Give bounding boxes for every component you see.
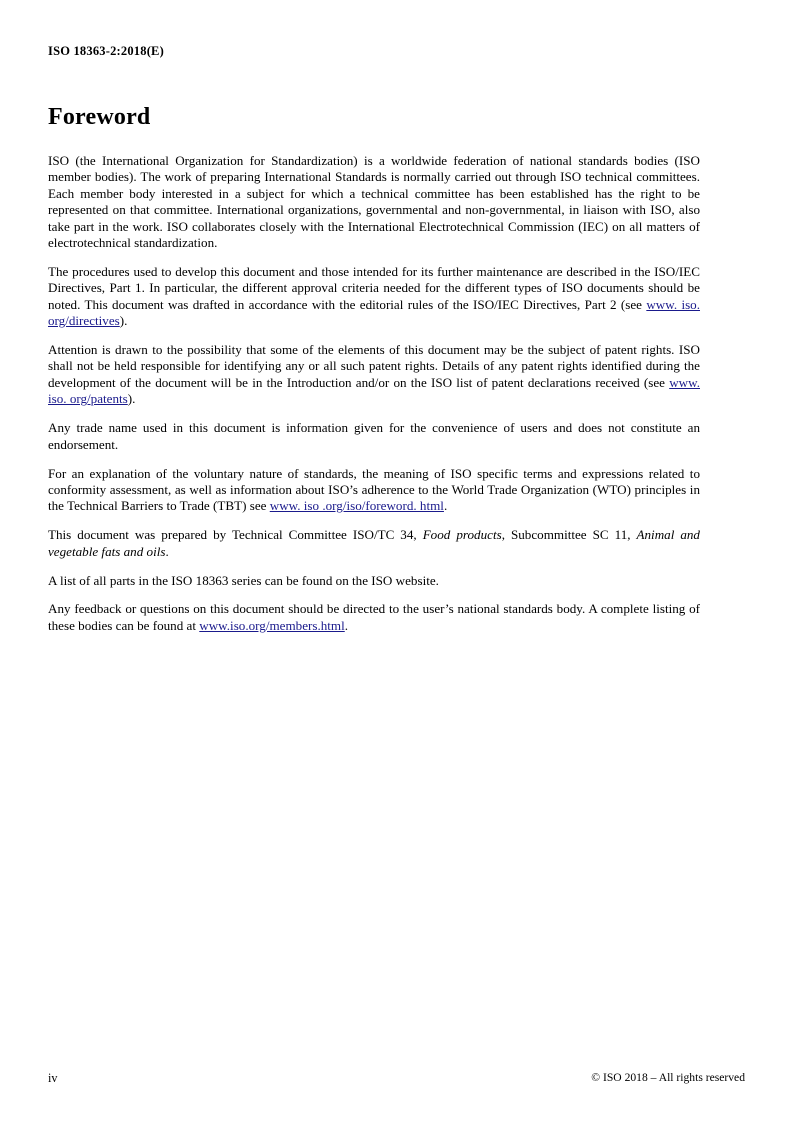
document-header-id: ISO 18363-2:2018(E) [48, 44, 164, 58]
paragraph-8-text-after: . [344, 617, 349, 633]
paragraph-5-text-after: . [443, 498, 448, 514]
paragraph-3-text-after: ). [127, 391, 136, 407]
paragraph-7: A list of all parts in the ISO 18363 series can be found on the ISO website. [48, 572, 439, 588]
paragraph-3 [48, 342, 700, 408]
document-body [48, 104, 700, 634]
paragraph-2-text-before: The procedures used to develop this document and those intended for its further maintenance are described in the ISO/IEC Directives, Part 1. In particular, the different approval criteria needed for the different types of ISO documents should be noted. This document was drafted in accordance with the editorial rules of the ISO/IEC Directives, Part 2 (see [48, 263, 700, 312]
subcommittee-title-fats-and-oils: Animal and vegetable fats and oils [48, 527, 700, 559]
paragraph-6-text-before: This document was prepared by Technical Committee ISO/TC 34, [48, 527, 423, 543]
committee-title-food-products: Food products [422, 527, 502, 543]
page-footer [48, 1071, 745, 1087]
footer-page-number: iv [48, 1071, 58, 1085]
link-iso-directives[interactable]: www. iso. org/directives [48, 296, 700, 329]
paragraph-6-text-after: . [165, 543, 169, 559]
page-title: Foreword [48, 104, 151, 130]
paragraph-8-text-before: Any feedback or questions on this document should be directed to the user’s national standards body. A complete listing of these bodies can be found at [48, 601, 700, 633]
link-iso-foreword[interactable]: www. iso .org/iso/foreword. html [269, 498, 444, 514]
paragraph-3-text-before: Attention is drawn to the possibility that some of the elements of this document may be the subject of patent rights. ISO shall not be held responsible for identifying any or all such patent rights. Details of any patent rights identified during the development of the document will be in the Introduction and/or on the ISO list of patent declarations received (see [48, 342, 700, 390]
paragraph-8 [48, 601, 700, 634]
paragraph-5-text-before: For an explanation of the voluntary nature of standards, the meaning of ISO specific terms and expressions related to conformity assessment, as well as information about ISO’s adherence to the World Trade Organization (WTO) principles in the Technical Barriers to Trade (TBT) see [48, 465, 700, 514]
paragraph-6-text-mid: , Subcommittee SC 11, [501, 527, 637, 543]
footer-copyright: © ISO 2018 – All rights reserved [591, 1071, 745, 1084]
paragraph-2-text-after: ). [119, 313, 128, 329]
link-iso-patents[interactable]: www. iso. org/patents [48, 374, 700, 407]
paragraph-5 [48, 466, 700, 515]
paragraph-6 [48, 527, 700, 560]
paragraph-4: Any trade name used in this document is information given for the convenience of users and does not constitute an endorsement. [48, 420, 700, 452]
paragraph-1: ISO (the International Organization for Standardization) is a worldwide federation of national standards bodies (ISO member bodies). The work of preparing International Standards is normally carried out through ISO technical committees. Each member body interested in a subject for which a technical committee has been established has the right to be represented on that committee. International organizations, governmental and non-governmental, in liaison with ISO, also take part in the work. ISO collaborates closely with the International Electrotechnical Commission (IEC) on all matters of electrotechnical standardization. [48, 153, 700, 251]
paragraph-2 [48, 264, 700, 330]
link-iso-members[interactable]: www.iso.org/members.html [199, 617, 345, 633]
